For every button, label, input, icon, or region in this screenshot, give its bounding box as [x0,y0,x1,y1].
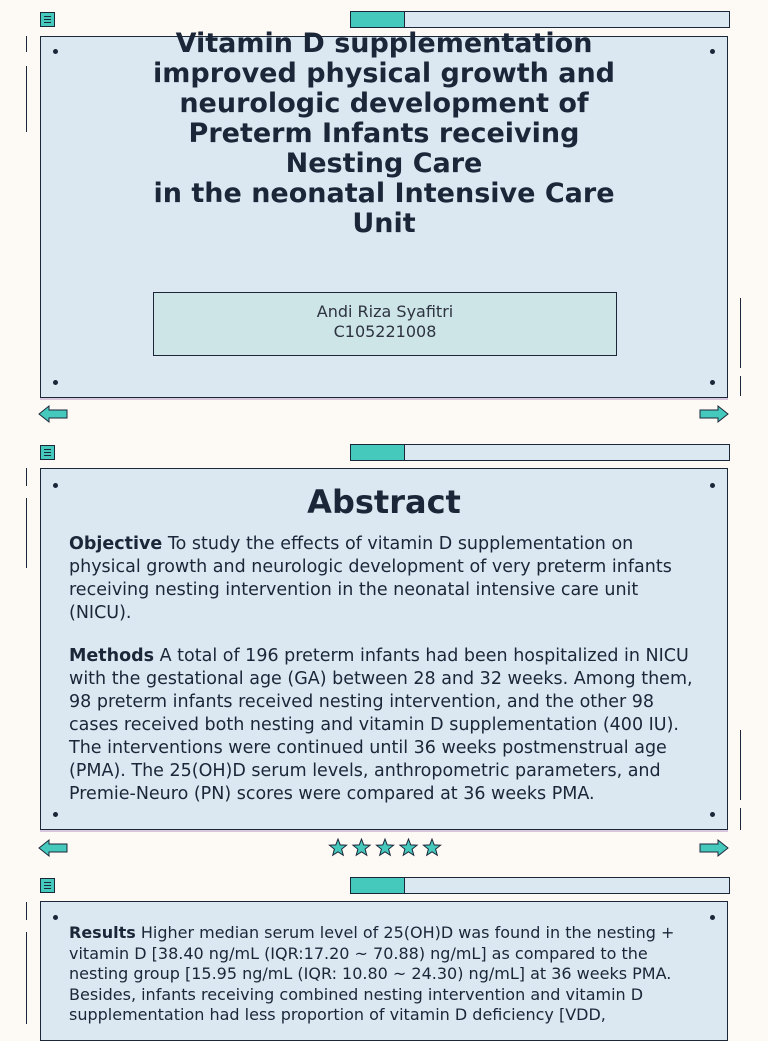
objective-label: Objective [69,534,163,554]
results-label: Results [69,923,136,942]
progress-fill [351,878,405,893]
edge-line [26,932,27,1024]
progress-bar [350,877,730,894]
title-line: neurologic development of [179,88,589,119]
title-line: improved physical growth and [152,58,615,89]
results-text: Higher median serum level of 25(OH)D was found in the nesting + vitamin D [38.40 ng/mL (IQR:17.20 ~ 70.88) ng/mL] as compared to the nesting group [15.95 ng/mL (IQR: 10.80 ~ 24.30) ng/mL] at 36 weeks PMA. Besides, infants receiving combined nesting intervention and vitamin D supplementation had less proportion of vitamin D deficiency [VDD, [69,923,675,1024]
section-heading: Abstract [307,483,461,521]
edge-line [26,902,27,920]
title-line: Nesting Care [285,148,483,179]
title-line: in the neonatal Intensive Care [153,178,615,209]
methods-label: Methods [69,646,155,666]
author-id: C105221008 [333,322,437,341]
title-line: Unit [352,208,416,239]
author-name: Andi Riza Syafitri [316,302,454,321]
corner-dot [710,915,715,920]
results-paragraph [69,923,707,1026]
results-slide-card [40,901,728,1041]
methods-text: A total of 196 preterm infants had been hospitalized in NICU with the gestational age (GA) between 28 and 32 weeks. Among them, 98 preterm infants received nesting intervention, and the other 98 cases received both nesting and vitamin D supplementation (400 IU). The interventions were continued until 36 weeks postmenstrual age (PMA). The 25(OH)D serum levels, anthropometric parameters, and Premie-Neuro (PN) scores were compared at 36 weeks PMA. [69,646,693,804]
menu-icon[interactable] [40,878,55,893]
objective-text: To study the effects of vitamin D supplementation on physical growth and neurologic development of very preterm infants receiving nesting intervention in the neonatal intensive care unit (NICU). [69,534,672,623]
corner-dot [53,915,58,920]
title-line: Vitamin D supplementation [175,28,593,59]
title-line: Preterm Infants receiving [188,118,580,149]
